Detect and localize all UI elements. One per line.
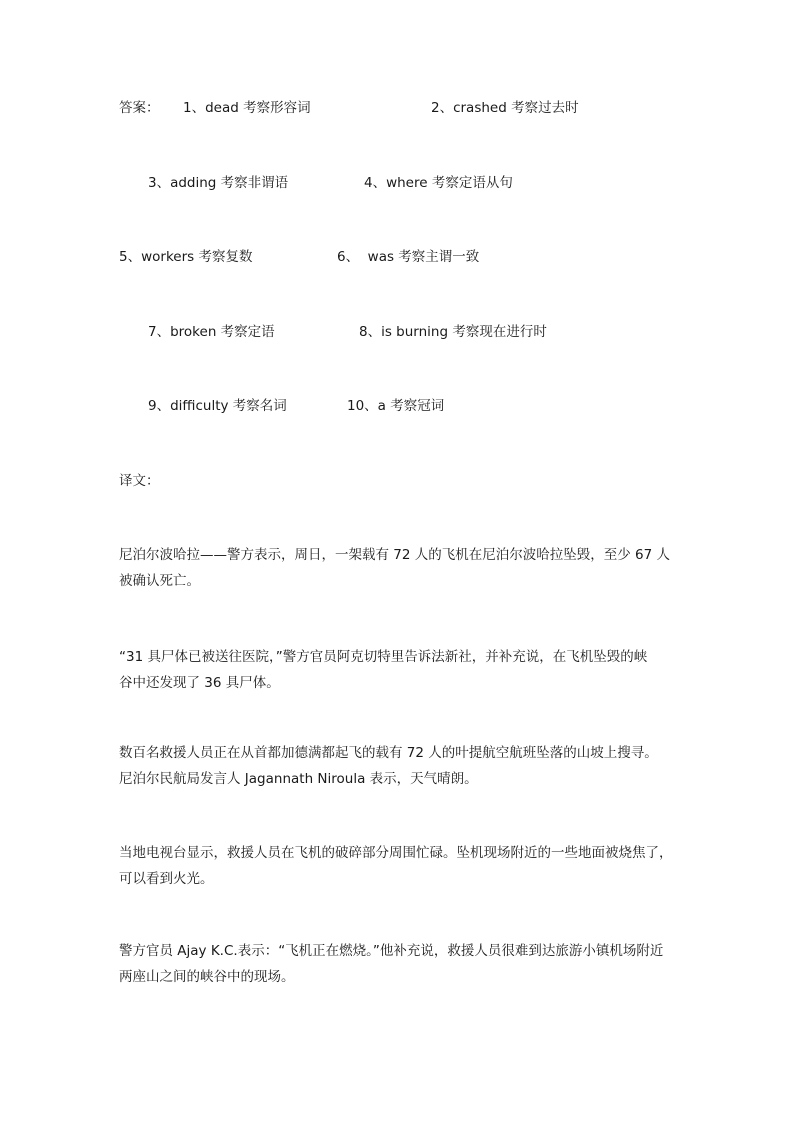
answer-5: 5、workers 考察复数 (119, 249, 253, 265)
translation-paragraph-2 (119, 644, 679, 696)
paragraph-line: 警方官员 Ajay K.C.表示：“飞机正在燃烧。”他补充说，救援人员很难到达旅游小镇机场附近 (119, 943, 664, 959)
paragraph-line: 两座山之间的峡谷中的现场。 (119, 969, 295, 985)
answer-1: 1、dead 考察形容词 (183, 100, 311, 116)
paragraph-line: 被确认死亡。 (119, 573, 200, 589)
answer-4: 4、where 考察定语从句 (364, 175, 513, 191)
answer-3: 3、adding 考察非谓语 (148, 175, 289, 191)
paragraph-line: 可以看到火光。 (119, 871, 214, 887)
paragraph-line: 尼泊尔民航局发言人 Jagannath Niroula 表示，天气晴朗。 (119, 771, 478, 787)
answer-10: 10、a 考察冠词 (347, 398, 445, 414)
translation-paragraph-5 (119, 938, 679, 990)
answer-6: 6、 was 考察主谓一致 (337, 249, 480, 265)
answer-2: 2、crashed 考察过去时 (431, 100, 579, 116)
translation-paragraph-3 (119, 740, 679, 792)
translation-paragraph-4 (119, 840, 679, 892)
paragraph-line: 数百名救援人员正在从首都加德满都起飞的载有 72 人的叶提航空航班坠落的山坡上搜寻。 (119, 745, 658, 761)
answers-heading: 答案： (119, 100, 160, 116)
translation-heading: 译文： (119, 473, 160, 489)
paragraph-line: 当地电视台显示，救援人员在飞机的破碎部分周围忙碌。坠机现场附近的一些地面被烧焦了， (119, 845, 673, 861)
paragraph-line: “31 具尸体已被送往医院，”警方官员阿克切特里告诉法新社，并补充说，在飞机坠毁的峡 (119, 649, 648, 665)
answer-9: 9、difficulty 考察名词 (148, 398, 287, 414)
answer-7: 7、broken 考察定语 (148, 324, 275, 340)
translation-paragraph-1 (119, 542, 679, 594)
paragraph-line: 尼泊尔波哈拉——警方表示，周日，一架载有 72 人的飞机在尼泊尔波哈拉坠毁，至少 67 人 (119, 547, 671, 563)
paragraph-line: 谷中还发现了 36 具尸体。 (119, 675, 280, 691)
answer-8: 8、is burning 考察现在进行时 (359, 324, 547, 340)
